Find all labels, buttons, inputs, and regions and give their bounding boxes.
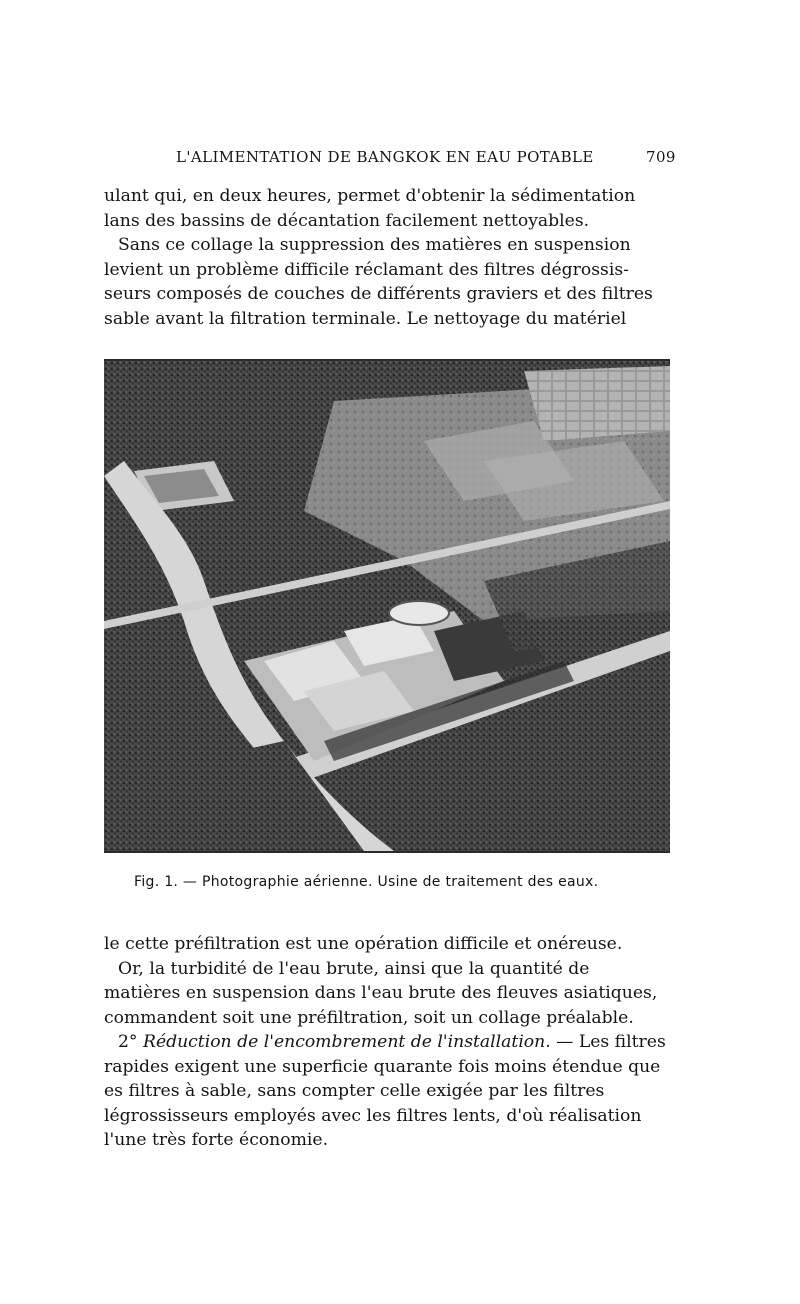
text-line: ulant qui, en deux heures, permet d'obtenir la sédimentation <box>104 186 636 206</box>
text-line: seurs composés de couches de différents graviers et des filtres <box>104 284 653 304</box>
section-heading-line <box>104 1030 676 1055</box>
section-lead: — Les filtres <box>550 1032 666 1052</box>
section-title: Réduction de l'encombrement de l'installation. <box>143 1032 551 1052</box>
top-paragraph <box>104 184 676 331</box>
text-line: légrossisseurs employés avec les filtres lents, d'où réalisation <box>104 1105 642 1126</box>
text-line: matières en suspension dans l'eau brute des fleuves asiatiques, <box>104 983 658 1003</box>
text-line: Or, la turbidité de l'eau brute, ainsi que la quantité de <box>118 958 590 979</box>
text-line: es filtres à sable, sans compter celle exigée par les filtres <box>104 1081 605 1101</box>
running-head-title: L'ALIMENTATION DE BANGKOK EN EAU POTABLE <box>176 148 594 166</box>
bottom-paragraph <box>104 932 676 1153</box>
page-number: 709 <box>646 148 676 166</box>
aerial-photograph <box>104 359 670 853</box>
text-line: lans des bassins de décantation facilement nettoyables. <box>104 210 590 231</box>
text-line: Sans ce collage la suppression des matières en suspension <box>118 235 631 255</box>
text-line: levient un problème difficile réclamant des filtres dégrossis- <box>104 259 629 280</box>
text-line: rapides exigent une superficie quarante fois moins étendue que <box>104 1056 661 1077</box>
text-line: l'une très forte économie. <box>104 1130 329 1150</box>
text-line: le cette préfiltration est une opération difficile et onéreuse. <box>104 934 623 954</box>
figure-caption: Fig. 1. — Photographie aérienne. Usine de traitement des eaux. <box>134 874 599 890</box>
text-line: sable avant la filtration terminale. Le nettoyage du matériel <box>104 308 627 329</box>
text-line: commandent soit une préfiltration, soit un collage préalable. <box>104 1007 634 1028</box>
section-number: 2° <box>118 1032 138 1052</box>
